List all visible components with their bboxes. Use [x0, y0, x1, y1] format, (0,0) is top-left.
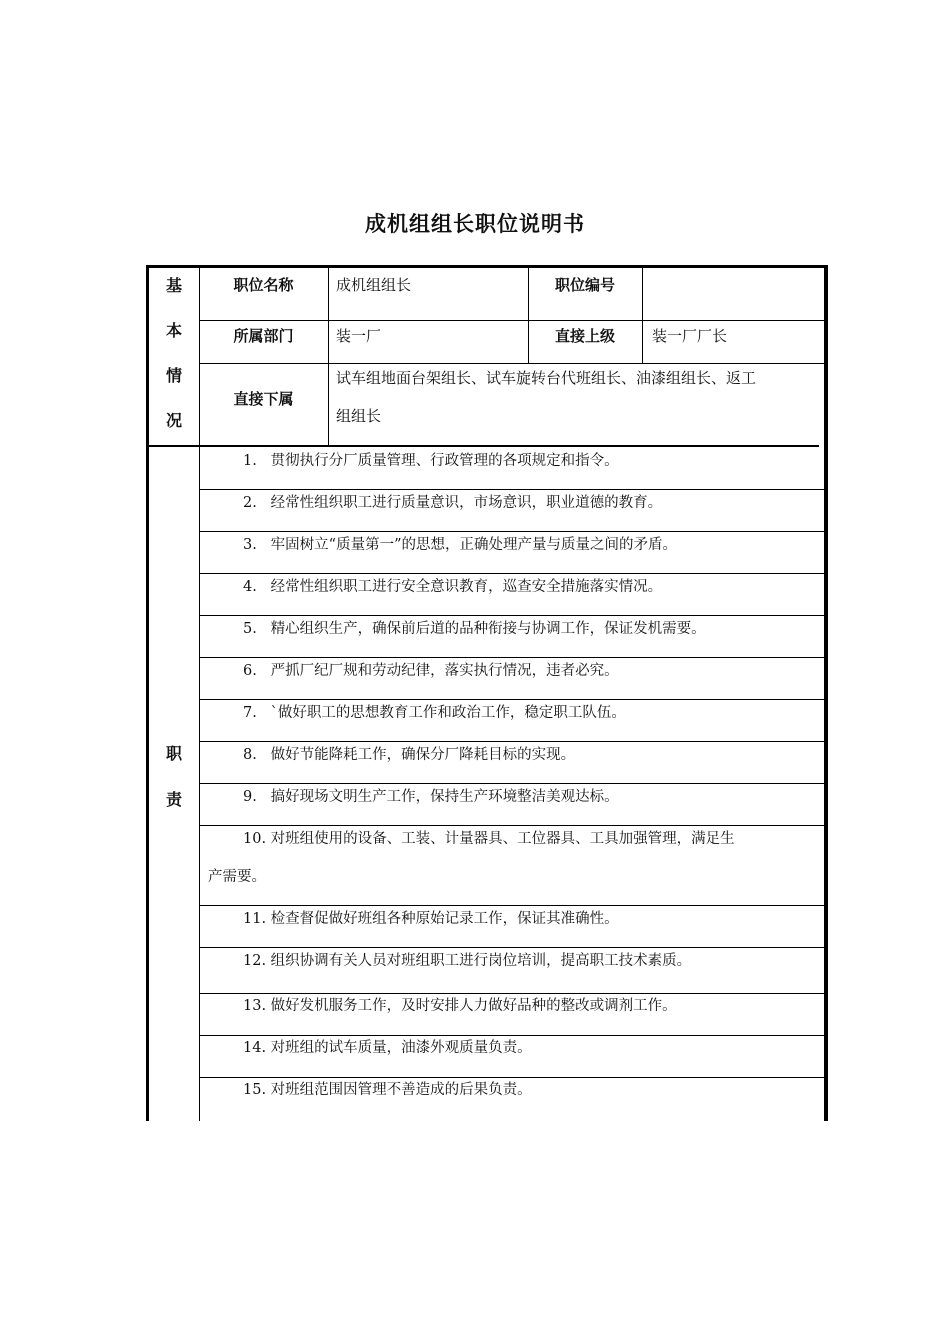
duty-text: 精心组织生产，确保前后道的品种衔接与协调工作，保证发机需要。 — [270, 621, 706, 637]
duty-item-2 — [202, 484, 822, 522]
duty-text: 对班组范围因管理不善造成的后果负责。 — [270, 1082, 532, 1098]
duty-item-10 — [202, 820, 822, 896]
duty-number: 7. — [243, 705, 257, 721]
duty-text: 做好发机服务工作，及时安排人力做好品种的整改或调剂工作。 — [270, 998, 677, 1014]
value-column-divider — [328, 265, 329, 363]
subordinates-label: 直接下属 — [233, 390, 294, 408]
side-char-4: 况 — [165, 411, 182, 430]
duty-text: 组织协调有关人员对班组职工进行岗位培训，提高职工技术素质。 — [270, 953, 692, 969]
position-name-label: 职位名称 — [233, 276, 294, 294]
subordinate-column-divider — [328, 363, 329, 445]
duty-number: 11. — [243, 911, 267, 927]
code-label-divider-right — [642, 265, 643, 363]
duty-text-continuation: 产需要。 — [208, 869, 266, 885]
duty-number: 9. — [243, 789, 257, 805]
duty-text: `做好职工的思想教育工作和政治工作，稳定职工队伍。 — [270, 705, 626, 721]
side-char-2: 本 — [165, 321, 182, 340]
department-label: 所属部门 — [233, 327, 294, 345]
duty-text: 做好节能降耗工作，确保分厂降耗目标的实现。 — [270, 747, 576, 763]
duty-item-11 — [202, 900, 822, 938]
table-border-right — [824, 265, 828, 1121]
row-divider-2 — [199, 363, 824, 364]
duty-item-3 — [202, 526, 822, 564]
side-char-1: 基 — [165, 276, 182, 295]
duty-text: 对班组使用的设备、工装、计量器具、工位器具、工具加强管理，满足生 — [270, 831, 735, 847]
duty-item-13 — [202, 987, 822, 1025]
duty-text: 严抓厂纪厂规和劳动纪律，落实执行情况，违者必究。 — [270, 663, 619, 679]
side-char-3: 情 — [165, 366, 182, 385]
job-description-table — [146, 265, 828, 1121]
duty-text: 经常性组织职工进行质量意识，市场意识，职业道德的教育。 — [270, 495, 663, 511]
duty-item-5 — [202, 610, 822, 648]
duty-text: 贯彻执行分厂质量管理、行政管理的各项规定和指令。 — [270, 453, 619, 469]
duty-text: 经常性组织职工进行安全意识教育，巡查安全措施落实情况。 — [270, 579, 663, 595]
duty-number: 15. — [243, 1082, 267, 1098]
duty-number: 13. — [243, 998, 267, 1014]
duty-text: 检查督促做好班组各种原始记录工作，保证其准确性。 — [270, 911, 619, 927]
duty-item-9 — [202, 778, 822, 816]
duty-text: 对班组的试车质量，油漆外观质量负责。 — [270, 1040, 532, 1056]
document-title: 成机组组长职位说明书 — [365, 212, 585, 236]
duty-number: 4. — [243, 579, 257, 595]
side-char-duty-2: 责 — [165, 790, 182, 809]
duty-item-6 — [202, 652, 822, 690]
subordinates-value-line2: 组组长 — [336, 407, 382, 425]
duty-item-1 — [202, 442, 822, 480]
duty-text: 牢固树立“质量第一”的思想，正确处理产量与质量之间的矛盾。 — [270, 537, 677, 553]
table-border-top — [146, 265, 828, 268]
duty-item-7 — [202, 694, 822, 732]
basic-info-side-label — [148, 273, 200, 453]
duty-number: 10. — [243, 831, 267, 847]
duty-text: 搞好现场文明生产工作，保持生产环境整洁美观达标。 — [270, 789, 619, 805]
duty-number: 3. — [243, 537, 257, 553]
position-code-label: 职位编号 — [554, 276, 615, 294]
duty-number: 14. — [243, 1040, 267, 1056]
duty-number: 6. — [243, 663, 257, 679]
duty-item-15 — [202, 1071, 822, 1109]
duties-side-label — [148, 741, 200, 833]
superior-label: 直接上级 — [554, 327, 615, 345]
duty-number: 12. — [243, 953, 267, 969]
duty-item-4 — [202, 568, 822, 606]
duty-item-14 — [202, 1029, 822, 1067]
duty-number: 2. — [243, 495, 257, 511]
duty-number: 1. — [243, 453, 257, 469]
duty-item-8 — [202, 736, 822, 774]
duty-number: 5. — [243, 621, 257, 637]
department-value: 装一厂 — [336, 327, 382, 345]
side-char-duty-1: 职 — [165, 744, 182, 763]
position-name-value: 成机组组长 — [336, 276, 412, 294]
row-divider-1 — [199, 320, 824, 321]
duty-number: 8. — [243, 747, 257, 763]
duty-item-12 — [202, 942, 822, 980]
subordinates-value-line1: 试车组地面台架组长、试车旋转台代班组长、油漆组组长、返工 — [336, 369, 757, 387]
superior-value: 装一厂厂长 — [652, 327, 728, 345]
